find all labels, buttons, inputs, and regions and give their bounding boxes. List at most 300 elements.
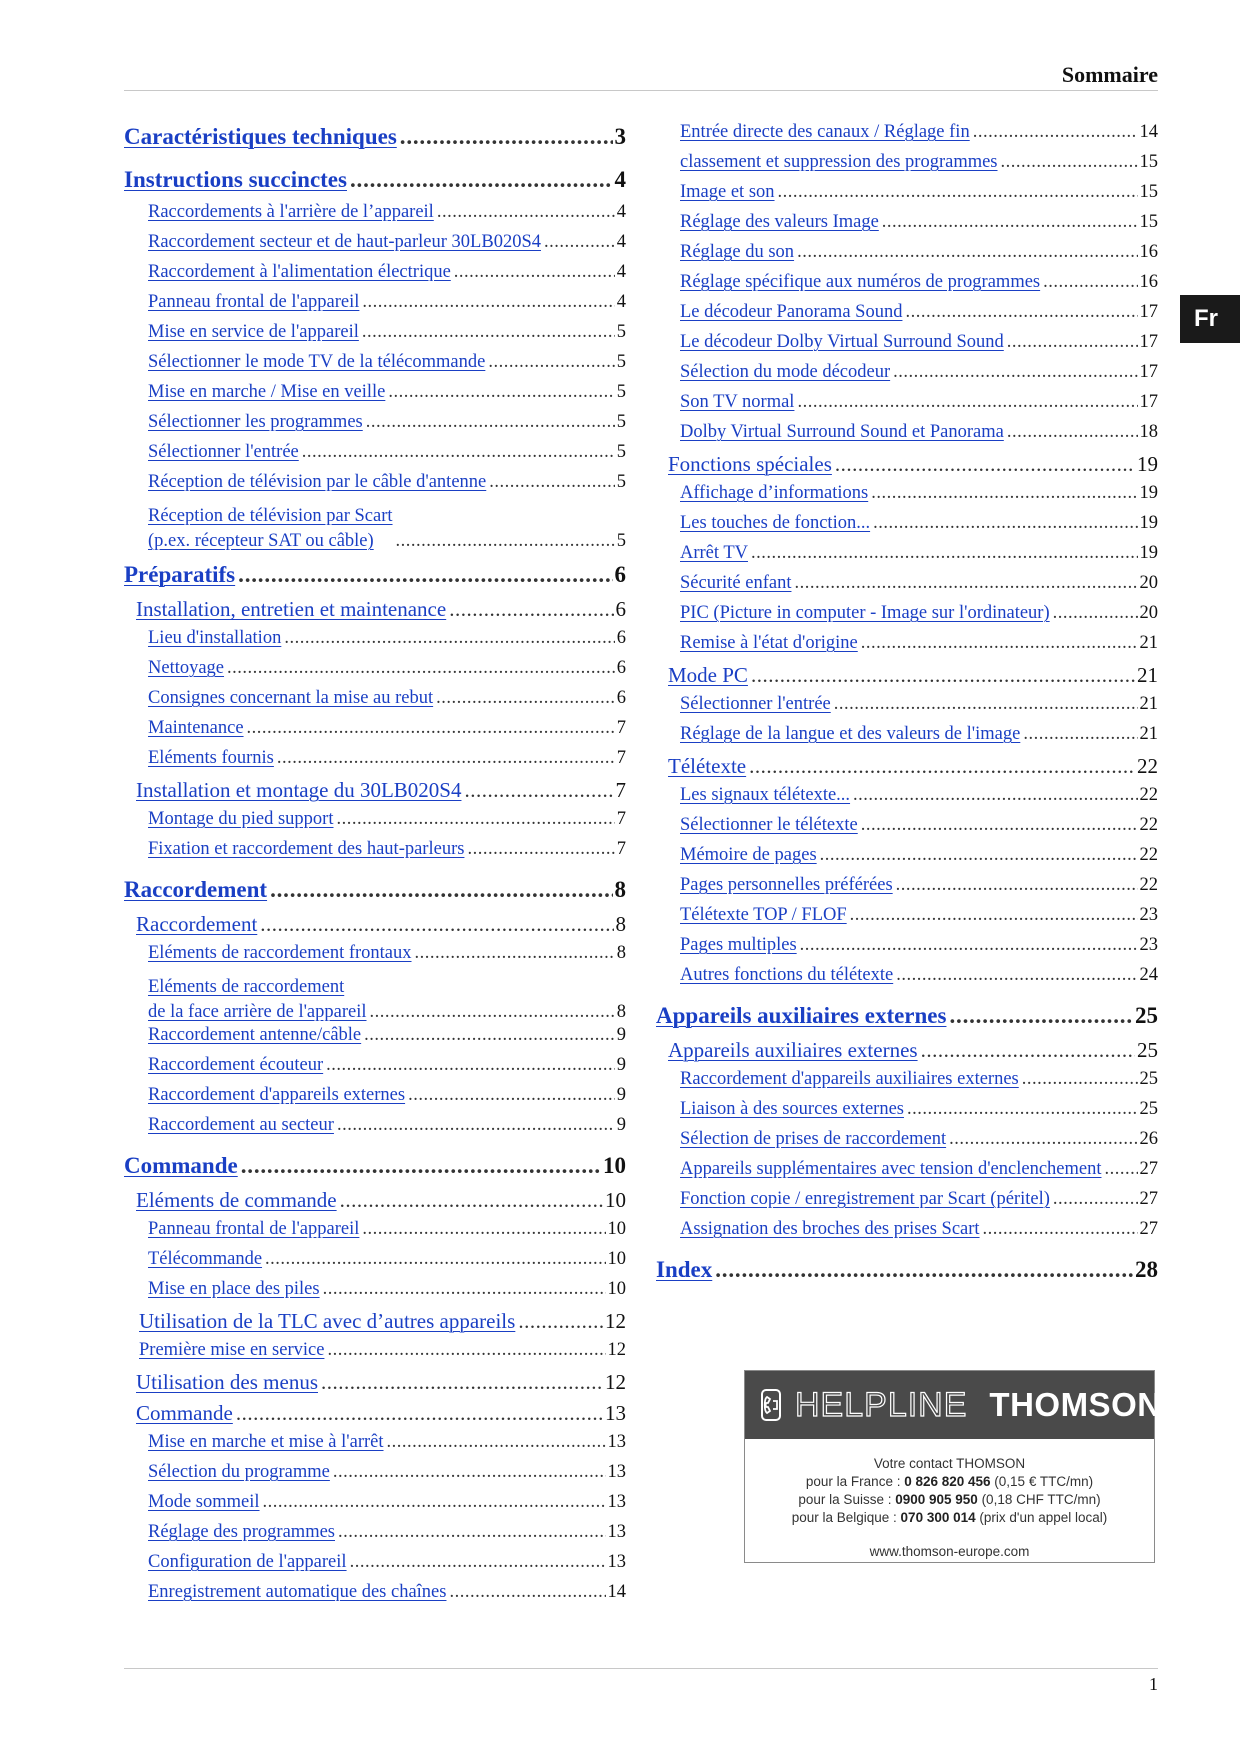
toc-entry[interactable]: [124, 262, 626, 292]
toc-leader-dots: [983, 1219, 1138, 1240]
toc-entry-title[interactable]: Préparatifs: [124, 562, 236, 587]
toc-entry-title[interactable]: Arrêt TV: [680, 543, 748, 563]
toc-page-number: 9: [616, 1055, 626, 1075]
toc-entry[interactable]: [124, 688, 626, 718]
toc-page-number: 18: [1139, 422, 1158, 442]
toc-entry-title[interactable]: Fonctions spéciales: [668, 452, 832, 476]
toc-entry[interactable]: [124, 973, 626, 1025]
toc-page-number: 17: [1139, 302, 1158, 322]
toc-entry-title[interactable]: classement et suppression des programmes: [680, 152, 998, 172]
toc-entry-title[interactable]: Assignation des broches des prises Scart: [680, 1219, 980, 1239]
toc-entry-title[interactable]: Raccordement secteur et de haut-parleur 30LB020S4: [148, 232, 541, 252]
toc-leader-dots: [1007, 332, 1138, 353]
toc-entry-title[interactable]: Panneau frontal de l'appareil: [148, 292, 360, 312]
toc-entry-title[interactable]: Sélection de prises de raccordement: [680, 1129, 947, 1149]
toc-entry[interactable]: [656, 603, 1158, 633]
toc-leader-dots: [544, 232, 615, 253]
toc-page-number: 13: [607, 1522, 626, 1542]
page-title: Sommaire: [1061, 62, 1158, 87]
toc-section[interactable]: [124, 1188, 626, 1219]
toc-leader-dots: [396, 529, 615, 554]
toc-entry[interactable]: [124, 322, 626, 352]
toc-page-number: 5: [616, 352, 626, 372]
toc-entry-title[interactable]: Les touches de fonction...: [680, 513, 871, 533]
toc-entry-title[interactable]: Eléments de raccordement de la face arrière de l'appareil: [148, 977, 367, 1022]
toc-leader-dots: [464, 778, 613, 803]
toc-entry-title[interactable]: Utilisation de la TLC avec d’autres appareils: [139, 1309, 516, 1333]
toc-page-number: 16: [1139, 272, 1158, 292]
toc-page-number: 19: [1137, 452, 1158, 476]
toc-page-number: 16: [1139, 242, 1158, 262]
toc-entry[interactable]: [124, 382, 626, 412]
toc-left-column: [124, 122, 626, 1612]
toc-page-number: 10: [607, 1279, 626, 1299]
toc-leader-dots: [415, 943, 615, 964]
toc-entry-title[interactable]: Raccordement d'appareils auxiliaires externes: [680, 1069, 1019, 1089]
toc-leader-dots: [949, 1129, 1137, 1150]
toc-page-number: 5: [616, 412, 626, 432]
toc-page-number: 10: [607, 1219, 626, 1239]
toc-page-number: 26: [1139, 1129, 1158, 1149]
language-tab: Fr: [1180, 295, 1240, 343]
toc-entry-title[interactable]: Raccordements à l'arrière de l’appareil: [148, 202, 434, 222]
toc-entry-title[interactable]: Le décodeur Panorama Sound: [680, 302, 903, 322]
toc-page-number: 15: [1139, 152, 1158, 172]
helpline-label: HELPLINE: [795, 1385, 968, 1424]
header-divider: [124, 90, 1158, 91]
toc-entry[interactable]: [656, 122, 1158, 152]
toc-entry-title[interactable]: Sélection du programme: [148, 1462, 330, 1482]
toc-leader-dots: [321, 1370, 603, 1395]
toc-leader-dots: [449, 1582, 605, 1603]
toc-entry-title[interactable]: Lieu d'installation: [148, 628, 282, 648]
page-number: 1: [1149, 1674, 1158, 1694]
toc-page-number: 12: [605, 1370, 626, 1394]
toc-page-number: 25: [1135, 1003, 1158, 1028]
toc-entry-title[interactable]: Télétexte: [668, 754, 747, 778]
toc-entry-title[interactable]: Réglage de la langue et des valeurs de l'image: [680, 724, 1021, 744]
toc-leader-dots: [436, 688, 615, 709]
toc-entry[interactable]: [124, 1115, 626, 1145]
toc-leader-dots: [302, 442, 615, 463]
toc-page-number: 15: [1139, 212, 1158, 232]
toc-entry[interactable]: [124, 1340, 626, 1370]
toc-entry-title[interactable]: Les signaux télétexte...: [680, 785, 851, 805]
toc-leader-dots: [387, 1432, 606, 1453]
toc-entry-title[interactable]: Dolby Virtual Surround Sound et Panorama: [680, 422, 1004, 442]
toc-page-number: 12: [605, 1309, 626, 1333]
toc-page-number: 13: [607, 1432, 626, 1452]
toc-leader-dots: [366, 412, 615, 433]
toc-page-number: 27: [1139, 1219, 1158, 1239]
toc-leader-dots: [715, 1257, 1133, 1283]
toc-entry-title[interactable]: PIC (Picture in computer - Image sur l'ordinateur): [680, 603, 1050, 623]
toc-entry[interactable]: [124, 809, 626, 839]
toc-page-number: 17: [1139, 332, 1158, 352]
toc-leader-dots: [241, 1153, 601, 1179]
toc-leader-dots: [370, 1000, 615, 1025]
toc-page-number: 21: [1139, 724, 1158, 744]
toc-entry[interactable]: [656, 152, 1158, 182]
toc-page-number: 7: [616, 809, 626, 829]
toc-entry[interactable]: [656, 845, 1158, 875]
toc-entry[interactable]: [124, 1552, 626, 1582]
toc-leader-dots: [751, 543, 1138, 564]
toc-entry-title[interactable]: Première mise en service: [139, 1340, 325, 1360]
toc-entry-title[interactable]: Appareils supplémentaires avec tension d'enclenchement: [680, 1159, 1102, 1179]
toc-entry-title[interactable]: Appareils auxiliaires externes: [656, 1003, 947, 1028]
toc-entry-title[interactable]: Mise en place des piles: [148, 1279, 320, 1299]
toc-page-number: 7: [616, 748, 626, 768]
toc-leader-dots: [778, 182, 1138, 203]
toc-leader-dots: [362, 322, 615, 343]
toc-entry[interactable]: [656, 724, 1158, 754]
toc-leader-dots: [467, 839, 614, 860]
toc-entry[interactable]: [124, 1055, 626, 1085]
toc-entry-title[interactable]: Instructions succinctes: [124, 167, 347, 192]
toc-page-number: 9: [616, 1025, 626, 1045]
toc-leader-dots: [362, 1219, 605, 1240]
toc-leader-dots: [277, 748, 615, 769]
toc-page-number: 9: [616, 1085, 626, 1105]
toc-leader-dots: [949, 1003, 1133, 1029]
toc-page-number: 15: [1139, 182, 1158, 202]
toc-page-number: 25: [1137, 1038, 1158, 1062]
toc-entry-title[interactable]: Panneau frontal de l'appareil: [148, 1219, 360, 1239]
toc-leader-dots: [905, 302, 1137, 323]
toc-leader-dots: [834, 694, 1138, 715]
toc-page-number: 12: [607, 1340, 626, 1360]
toc-entry[interactable]: [656, 965, 1158, 995]
toc-page-number: 19: [1139, 483, 1158, 503]
toc-leader-dots: [1007, 422, 1138, 443]
toc-entry-title[interactable]: Réception de télévision par Scart (p.ex. récepteur SAT ou câble): [148, 506, 393, 551]
toc-entry[interactable]: [124, 442, 626, 472]
toc-entry[interactable]: [124, 292, 626, 322]
toc-entry-title[interactable]: Liaison à des sources externes: [680, 1099, 904, 1119]
toc-page-number: 23: [1139, 935, 1158, 955]
toc-entry[interactable]: [124, 412, 626, 442]
toc-entry-title[interactable]: Image et son: [680, 182, 775, 202]
toc-leader-dots: [1022, 1069, 1138, 1090]
toc-section[interactable]: [656, 663, 1158, 694]
toc-page-number: 14: [1139, 122, 1158, 142]
toc-section[interactable]: [656, 1038, 1158, 1069]
toc-leader-dots: [388, 382, 614, 403]
toc-entry-title[interactable]: Sélectionner le mode TV de la télécommande: [148, 352, 486, 372]
toc-chapter[interactable]: [656, 1001, 1158, 1038]
toc-entry-title[interactable]: Mise en marche et mise à l'arrêt: [148, 1432, 384, 1452]
toc-entry-title[interactable]: Eléments de raccordement frontaux: [148, 943, 412, 963]
toc-entry-title[interactable]: Commande: [124, 1153, 238, 1178]
toc-leader-dots: [1104, 1159, 1137, 1180]
toc-chapter[interactable]: [124, 560, 626, 597]
toc-entry[interactable]: [656, 422, 1158, 452]
toc-page-number: 10: [607, 1249, 626, 1269]
toc-entry[interactable]: [656, 815, 1158, 845]
toc-page-number: 22: [1139, 875, 1158, 895]
toc-leader-dots: [835, 452, 1135, 477]
toc-section[interactable]: [124, 597, 626, 628]
toc-entry[interactable]: [124, 1522, 626, 1552]
toc-page-number: 8: [615, 912, 626, 936]
toc-entry-title[interactable]: Mode sommeil: [148, 1492, 260, 1512]
toc-entry-title[interactable]: Télécommande: [148, 1249, 263, 1269]
toc-page-number: 23: [1139, 905, 1158, 925]
toc-entry[interactable]: [656, 1159, 1158, 1189]
toc-page-number: 13: [607, 1552, 626, 1572]
toc-entry[interactable]: [656, 392, 1158, 422]
toc-entry-title[interactable]: Sélectionner l'entrée: [148, 442, 299, 462]
toc-entry[interactable]: [124, 1219, 626, 1249]
toc-entry[interactable]: [124, 1085, 626, 1115]
toc-leader-dots: [973, 122, 1138, 143]
toc-leader-dots: [749, 754, 1135, 779]
toc-entry-title[interactable]: Raccordement: [136, 912, 258, 936]
toc-entry-title[interactable]: Sélection du mode décodeur: [680, 362, 891, 382]
toc-entry-title[interactable]: Enregistrement automatique des chaînes: [148, 1582, 447, 1602]
phone-number-belgique: 070 300 014: [900, 1510, 976, 1525]
toc-entry-title[interactable]: Remise à l'état d'origine: [680, 633, 858, 653]
toc-entry-title[interactable]: Raccordement à l'alimentation électrique: [148, 262, 451, 282]
toc-entry-title[interactable]: Mise en marche / Mise en veille: [148, 382, 386, 402]
toc-page-number: 22: [1139, 845, 1158, 865]
toc-leader-dots: [263, 1492, 606, 1513]
toc-entry-title[interactable]: Fixation et raccordement des haut-parleurs: [148, 839, 465, 859]
toc-page-number: 7: [615, 778, 626, 802]
toc-entry[interactable]: [656, 1069, 1158, 1099]
toc-entry-title[interactable]: Configuration de l'appareil: [148, 1552, 347, 1572]
toc-leader-dots: [488, 352, 614, 373]
toc-page-number: 22: [1137, 754, 1158, 778]
toc-leader-dots: [327, 1340, 605, 1361]
toc-entry[interactable]: [656, 905, 1158, 935]
toc-entry-title[interactable]: Fonction copie / enregistrement par Scart (péritel): [680, 1189, 1050, 1209]
contact-france: pour la France : 0 826 820 456 (0,15 € TTC/mn): [805, 1474, 1094, 1489]
toc-entry[interactable]: [656, 272, 1158, 302]
toc-entry-title[interactable]: Pages multiples: [680, 935, 797, 955]
toc-entry[interactable]: [124, 472, 626, 502]
toc-entry[interactable]: [124, 718, 626, 748]
toc-entry[interactable]: [656, 483, 1158, 513]
toc-entry[interactable]: [656, 633, 1158, 663]
toc-entry-title[interactable]: Télétexte TOP / FLOF: [680, 905, 847, 925]
toc-leader-dots: [362, 292, 614, 313]
toc-leader-dots: [1053, 603, 1138, 624]
toc-page-number: 8: [614, 877, 626, 902]
toc-entry[interactable]: [656, 875, 1158, 905]
toc-entry-title[interactable]: Pages personnelles préférées: [680, 875, 893, 895]
toc-entry-title[interactable]: Son TV normal: [680, 392, 795, 412]
toc-entry[interactable]: [656, 935, 1158, 965]
toc-entry-title[interactable]: Index: [656, 1257, 713, 1282]
toc-entry[interactable]: [656, 182, 1158, 212]
toc-page-number: 6: [616, 658, 626, 678]
toc-entry-title[interactable]: Raccordement antenne/câble: [148, 1025, 362, 1045]
helpline-banner: [745, 1371, 1162, 1439]
toc-page-number: 25: [1139, 1099, 1158, 1119]
toc-entry-title[interactable]: Appareils auxiliaires externes: [668, 1038, 918, 1062]
toc-entry[interactable]: [656, 1189, 1158, 1219]
toc-entry-title[interactable]: Le décodeur Dolby Virtual Surround Sound: [680, 332, 1004, 352]
toc-chapter[interactable]: [124, 1151, 626, 1188]
toc-entry[interactable]: [656, 1099, 1158, 1129]
toc-leader-dots: [1001, 152, 1138, 173]
toc-leader-dots: [1043, 272, 1137, 293]
toc-entry[interactable]: [656, 362, 1158, 392]
toc-chapter[interactable]: [124, 875, 626, 912]
toc-page-number: 5: [616, 442, 626, 462]
toc-entry-title[interactable]: Mise en service de l'appareil: [148, 322, 359, 342]
toc-page-number: 4: [616, 232, 626, 252]
toc-leader-dots: [489, 472, 615, 493]
toc-leader-dots: [350, 1552, 606, 1573]
toc-entry[interactable]: [124, 839, 626, 869]
toc-page-number: 25: [1139, 1069, 1158, 1089]
toc-entry[interactable]: [124, 943, 626, 973]
toc-page-number: 21: [1137, 663, 1158, 687]
toc-leader-dots: [338, 1522, 606, 1543]
toc-leader-dots: [408, 1085, 615, 1106]
toc-entry[interactable]: [124, 658, 626, 688]
toc-entry-title[interactable]: Entrée directe des canaux / Réglage fin: [680, 122, 970, 142]
toc-entry-title[interactable]: Commande: [136, 1401, 233, 1425]
toc-entry-title[interactable]: Caractéristiques techniques: [124, 124, 397, 149]
toc-section[interactable]: [124, 1401, 626, 1432]
toc-entry[interactable]: [656, 302, 1158, 332]
toc-page-number: 27: [1139, 1189, 1158, 1209]
toc-leader-dots: [800, 935, 1138, 956]
toc-entry[interactable]: [124, 202, 626, 232]
toc-entry-title[interactable]: Utilisation des menus: [136, 1370, 318, 1394]
toc-entry-title[interactable]: Installation, entretien et maintenance: [136, 597, 447, 621]
toc-leader-dots: [323, 1279, 606, 1300]
toc-entry[interactable]: [656, 785, 1158, 815]
toc-entry[interactable]: [656, 513, 1158, 543]
toc-leader-dots: [270, 877, 612, 903]
toc-entry-title[interactable]: Sélectionner l'entrée: [680, 694, 831, 714]
toc-entry-title[interactable]: Maintenance: [148, 718, 244, 738]
contact-suisse: pour la Suisse : 0900 905 950 (0,18 CHF TTC/mn): [798, 1492, 1101, 1507]
toc-entry-title[interactable]: Installation et montage du 30LB020S4: [136, 778, 462, 802]
toc-leader-dots: [861, 633, 1138, 654]
toc-entry-title[interactable]: Nettoyage: [148, 658, 225, 678]
toc-leader-dots: [1053, 1189, 1138, 1210]
toc-entry-title[interactable]: Réglage des programmes: [148, 1522, 335, 1542]
toc-leader-dots: [284, 628, 614, 649]
toc-leader-dots: [437, 202, 615, 223]
toc-right-column: [656, 122, 1158, 1292]
toc-entry[interactable]: [124, 1432, 626, 1462]
toc-leader-dots: [364, 1025, 615, 1046]
toc-section[interactable]: [124, 1309, 626, 1340]
toc-chapter[interactable]: [124, 165, 626, 202]
toc-leader-dots: [518, 1309, 603, 1334]
toc-page-number: 6: [614, 562, 626, 587]
toc-entry-title[interactable]: Réglage du son: [680, 242, 795, 262]
toc-entry-title[interactable]: Eléments de commande: [136, 1188, 337, 1212]
toc-entry[interactable]: [656, 242, 1158, 272]
toc-section[interactable]: [656, 754, 1158, 785]
toc-entry[interactable]: [124, 352, 626, 382]
toc-section[interactable]: [124, 778, 626, 809]
toc-entry[interactable]: [124, 232, 626, 262]
toc-entry-title[interactable]: Montage du pied support: [148, 809, 334, 829]
toc-entry-title[interactable]: Affichage d’informations: [680, 483, 869, 503]
toc-page-number: 4: [614, 167, 626, 192]
toc-section[interactable]: [124, 1370, 626, 1401]
toc-entry[interactable]: [124, 1582, 626, 1612]
toc-entry-title[interactable]: Réglage spécifique aux numéros de programmes: [680, 272, 1041, 292]
toc-entry[interactable]: [124, 1249, 626, 1279]
toc-entry-title[interactable]: Raccordement d'appareils externes: [148, 1085, 406, 1105]
toc-entry-title[interactable]: Mode PC: [668, 663, 748, 687]
toc-page-number: 20: [1139, 573, 1158, 593]
toc-leader-dots: [260, 912, 613, 937]
toc-leader-dots: [797, 242, 1137, 263]
toc-page-number: 13: [607, 1492, 626, 1512]
toc-entry-title[interactable]: Raccordement: [124, 877, 268, 902]
toc-entry[interactable]: [124, 628, 626, 658]
toc-entry-title[interactable]: Sélectionner les programmes: [148, 412, 363, 432]
toc-section[interactable]: [124, 912, 626, 943]
toc-page-number: 6: [615, 597, 626, 621]
toc-page-number: 20: [1139, 603, 1158, 623]
toc-entry-title[interactable]: Eléments fournis: [148, 748, 274, 768]
toc-page-number: 7: [616, 839, 626, 859]
toc-entry[interactable]: [656, 212, 1158, 242]
toc-leader-dots: [873, 513, 1137, 534]
toc-entry[interactable]: [656, 573, 1158, 603]
toc-entry-title[interactable]: Consignes concernant la mise au rebut: [148, 688, 434, 708]
toc-leader-dots: [227, 658, 615, 679]
toc-leader-dots: [340, 1188, 603, 1213]
toc-page-number: 8: [616, 943, 626, 963]
toc-entry[interactable]: [124, 1492, 626, 1522]
toc-entry[interactable]: [124, 1279, 626, 1309]
toc-chapter[interactable]: [656, 1255, 1158, 1292]
toc-entry[interactable]: [656, 543, 1158, 573]
toc-entry[interactable]: [124, 1025, 626, 1055]
toc-entry[interactable]: [656, 1129, 1158, 1159]
toc-leader-dots: [350, 167, 613, 193]
toc-entry-title[interactable]: Réglage des valeurs Image: [680, 212, 879, 232]
toc-page-number: 3: [614, 124, 626, 149]
toc-entry[interactable]: [124, 1462, 626, 1492]
contact-heading: Votre contact THOMSON: [873, 1456, 1026, 1471]
toc-page-number: 7: [616, 718, 626, 738]
toc-entry-title[interactable]: Raccordement au secteur: [148, 1115, 334, 1135]
toc-entry[interactable]: [656, 1219, 1158, 1249]
toc-entry-title[interactable]: Raccordement écouteur: [148, 1055, 324, 1075]
toc-entry[interactable]: [124, 502, 626, 554]
phone-number-suisse: 0900 905 950: [895, 1492, 978, 1507]
toc-page-number: 22: [1139, 785, 1158, 805]
toc-entry-title[interactable]: Sélectionner le télétexte: [680, 815, 858, 835]
toc-entry[interactable]: [656, 332, 1158, 362]
toc-entry[interactable]: [124, 748, 626, 778]
toc-entry-title[interactable]: Mémoire de pages: [680, 845, 817, 865]
toc-entry-title[interactable]: Autres fonctions du télétexte: [680, 965, 894, 985]
toc-entry-title[interactable]: Réception de télévision par le câble d'antenne: [148, 472, 487, 492]
toc-leader-dots: [882, 212, 1138, 233]
toc-page-number: 5: [616, 382, 626, 402]
toc-page-number: 5: [616, 472, 626, 492]
toc-entry-title[interactable]: Sécurité enfant: [680, 573, 792, 593]
toc-chapter[interactable]: [124, 122, 626, 159]
toc-section[interactable]: [656, 452, 1158, 483]
toc-entry[interactable]: [656, 694, 1158, 724]
